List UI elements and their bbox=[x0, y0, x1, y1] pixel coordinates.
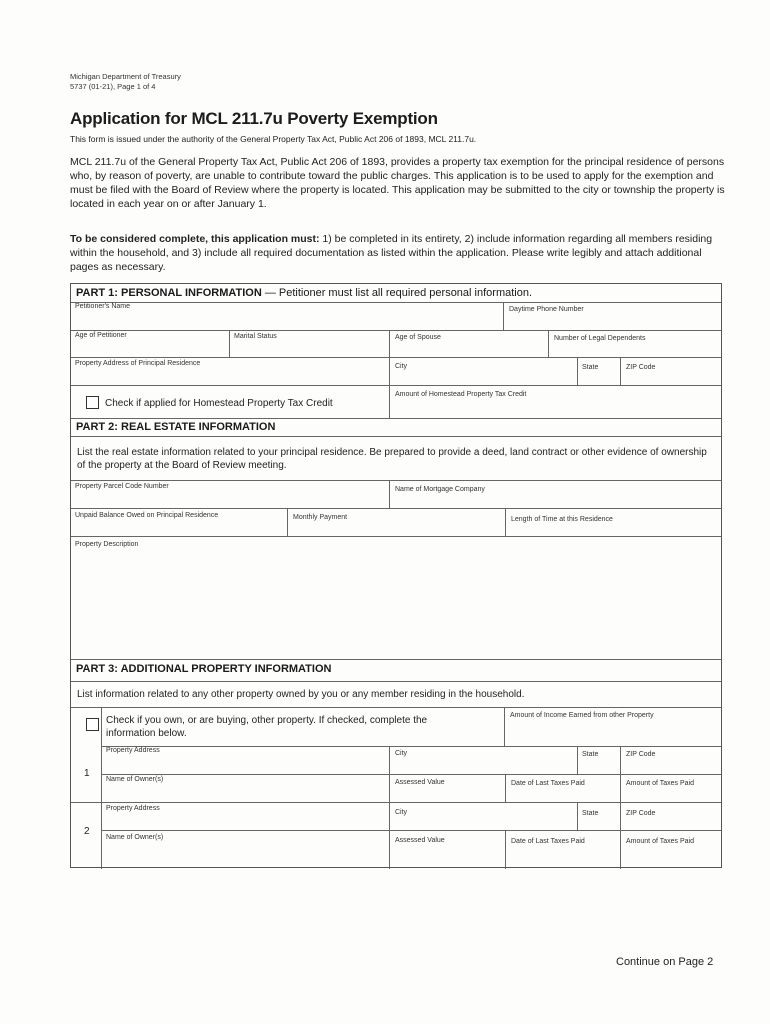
part3-instructions: List information related to any other property owned by you or any member residing in the household. bbox=[77, 689, 525, 700]
income-earned-field[interactable]: Amount of Income Earned from other Property bbox=[510, 712, 654, 719]
row2-owners-field[interactable]: Name of Owner(s) bbox=[106, 834, 164, 841]
divider bbox=[504, 707, 505, 746]
homestead-checkbox[interactable] bbox=[86, 396, 99, 409]
homestead-check-label: Check if applied for Homestead Property Tax Credit bbox=[105, 398, 333, 409]
continue-note: Continue on Page 2 bbox=[616, 956, 714, 968]
divider bbox=[389, 385, 390, 418]
divider bbox=[389, 330, 390, 357]
rule bbox=[71, 659, 721, 660]
legal-dependents-field[interactable]: Number of Legal Dependents bbox=[554, 335, 646, 342]
row2-zip-field[interactable]: ZIP Code bbox=[626, 810, 656, 817]
part1-heading bbox=[76, 287, 532, 299]
divider bbox=[577, 357, 578, 385]
completion-lead: To be considered complete, this application must: bbox=[70, 233, 320, 245]
row1-amount-paid-field[interactable]: Amount of Taxes Paid bbox=[626, 780, 694, 787]
divider bbox=[101, 707, 102, 869]
completion-rest: 1) be completed in its entirety, 2) include information regarding all members residing within the household, and 3) include all required documentation as listed within the application. Please write legibly and attach additional pages as necessary. bbox=[70, 233, 713, 273]
part1-subtitle: — Petitioner must list all required personal information. bbox=[261, 287, 533, 299]
rule bbox=[101, 774, 721, 775]
row1-assessed-field[interactable]: Assessed Value bbox=[395, 779, 445, 786]
zip-field[interactable]: ZIP Code bbox=[626, 364, 656, 371]
divider bbox=[620, 830, 621, 869]
part2-heading: PART 2: REAL ESTATE INFORMATION bbox=[76, 421, 276, 433]
petitioner-name-field[interactable]: Petitioner's Name bbox=[75, 303, 131, 310]
marital-status-field[interactable]: Marital Status bbox=[234, 333, 277, 340]
other-property-label-2: information below. bbox=[106, 728, 187, 739]
divider bbox=[389, 802, 390, 869]
divider bbox=[577, 802, 578, 830]
part1-title: PART 1: PERSONAL INFORMATION bbox=[76, 287, 262, 299]
divider bbox=[620, 746, 621, 774]
row2-assessed-field[interactable]: Assessed Value bbox=[395, 837, 445, 844]
page-title: Application for MCL 211.7u Poverty Exemption bbox=[70, 109, 438, 128]
row2-amount-paid-field[interactable]: Amount of Taxes Paid bbox=[626, 838, 694, 845]
divider bbox=[620, 357, 621, 385]
divider bbox=[505, 830, 506, 869]
rule bbox=[101, 830, 721, 831]
other-property-label-1: Check if you own, or are buying, other property. If checked, complete the bbox=[106, 715, 428, 726]
rule bbox=[71, 385, 721, 386]
age-petitioner-field[interactable]: Age of Petitioner bbox=[75, 332, 127, 339]
part3-heading: PART 3: ADDITIONAL PROPERTY INFORMATION bbox=[76, 663, 332, 675]
length-of-time-field[interactable]: Length of Time at this Residence bbox=[511, 516, 613, 523]
row2-date-paid-field[interactable]: Date of Last Taxes Paid bbox=[511, 838, 585, 845]
divider bbox=[548, 330, 549, 357]
divider bbox=[287, 508, 288, 536]
divider bbox=[505, 774, 506, 802]
row1-zip-field[interactable]: ZIP Code bbox=[626, 751, 656, 758]
parcel-code-field[interactable]: Property Parcel Code Number bbox=[75, 483, 169, 490]
rule bbox=[71, 436, 721, 437]
daytime-phone-field[interactable]: Daytime Phone Number bbox=[509, 306, 584, 313]
rule bbox=[71, 681, 721, 682]
divider bbox=[620, 774, 621, 802]
rule bbox=[71, 536, 721, 537]
row1-date-paid-field[interactable]: Date of Last Taxes Paid bbox=[511, 780, 585, 787]
divider bbox=[389, 357, 390, 385]
rule bbox=[71, 508, 721, 509]
rule bbox=[71, 480, 721, 481]
form-id: 5737 (01-21), Page 1 of 4 bbox=[70, 82, 156, 91]
rule bbox=[71, 330, 721, 331]
row1-state-field[interactable]: State bbox=[582, 751, 599, 758]
rule bbox=[71, 357, 721, 358]
state-field[interactable]: State bbox=[582, 364, 599, 371]
row2-state-field[interactable]: State bbox=[582, 810, 599, 817]
part2-instructions: List the real estate information related to your principal residence. Be prepared to provide a deed, land contract or other evidence of ownership of the property at the Board of Review meeting. bbox=[77, 447, 707, 471]
divider bbox=[389, 480, 390, 508]
divider bbox=[577, 746, 578, 774]
row1-owners-field[interactable]: Name of Owner(s) bbox=[106, 776, 164, 783]
divider bbox=[229, 330, 230, 357]
agency-name: Michigan Department of Treasury bbox=[70, 72, 181, 81]
mortgage-company-field[interactable]: Name of Mortgage Company bbox=[395, 486, 485, 493]
row-number-2: 2 bbox=[84, 826, 90, 837]
completion-requirements bbox=[70, 232, 725, 274]
property-description-field[interactable]: Property Description bbox=[75, 541, 139, 548]
age-spouse-field[interactable]: Age of Spouse bbox=[395, 334, 441, 341]
row-number-1: 1 bbox=[84, 768, 90, 779]
unpaid-balance-field[interactable]: Unpaid Balance Owed on Principal Residence bbox=[75, 512, 219, 519]
rule bbox=[71, 802, 721, 803]
property-address-field[interactable]: Property Address of Principal Residence bbox=[75, 360, 201, 367]
homestead-amount-field[interactable]: Amount of Homestead Property Tax Credit bbox=[395, 391, 527, 398]
divider bbox=[505, 508, 506, 536]
authority-statement: This form is issued under the authority of the General Property Tax Act, Public Act 206 of 1893, MCL 211.7u. bbox=[70, 134, 477, 144]
divider bbox=[503, 302, 504, 330]
application-form bbox=[70, 283, 722, 868]
row1-city-field[interactable]: City bbox=[395, 750, 408, 757]
divider bbox=[620, 802, 621, 830]
monthly-payment-field[interactable]: Monthly Payment bbox=[293, 514, 348, 521]
rule bbox=[71, 418, 721, 419]
row2-property-address-field[interactable]: Property Address bbox=[106, 805, 160, 812]
intro-paragraph: MCL 211.7u of the General Property Tax Act, Public Act 206 of 1893, provides a property tax exemption for the principal residence of persons who, by reason of poverty, are unable to contribute toward the public charges. This application is to be used to apply for the exemption and must be filed with the Board of Review where the property is located. This application may be submitted to the city or township the property is located in each year on or after January 1. bbox=[70, 156, 725, 210]
row1-property-address-field[interactable]: Property Address bbox=[106, 747, 160, 754]
other-property-checkbox[interactable] bbox=[86, 718, 99, 731]
rule bbox=[71, 302, 721, 303]
rule bbox=[71, 707, 721, 708]
city-field[interactable]: City bbox=[395, 363, 408, 370]
row2-city-field[interactable]: City bbox=[395, 809, 408, 816]
rule bbox=[101, 746, 721, 747]
